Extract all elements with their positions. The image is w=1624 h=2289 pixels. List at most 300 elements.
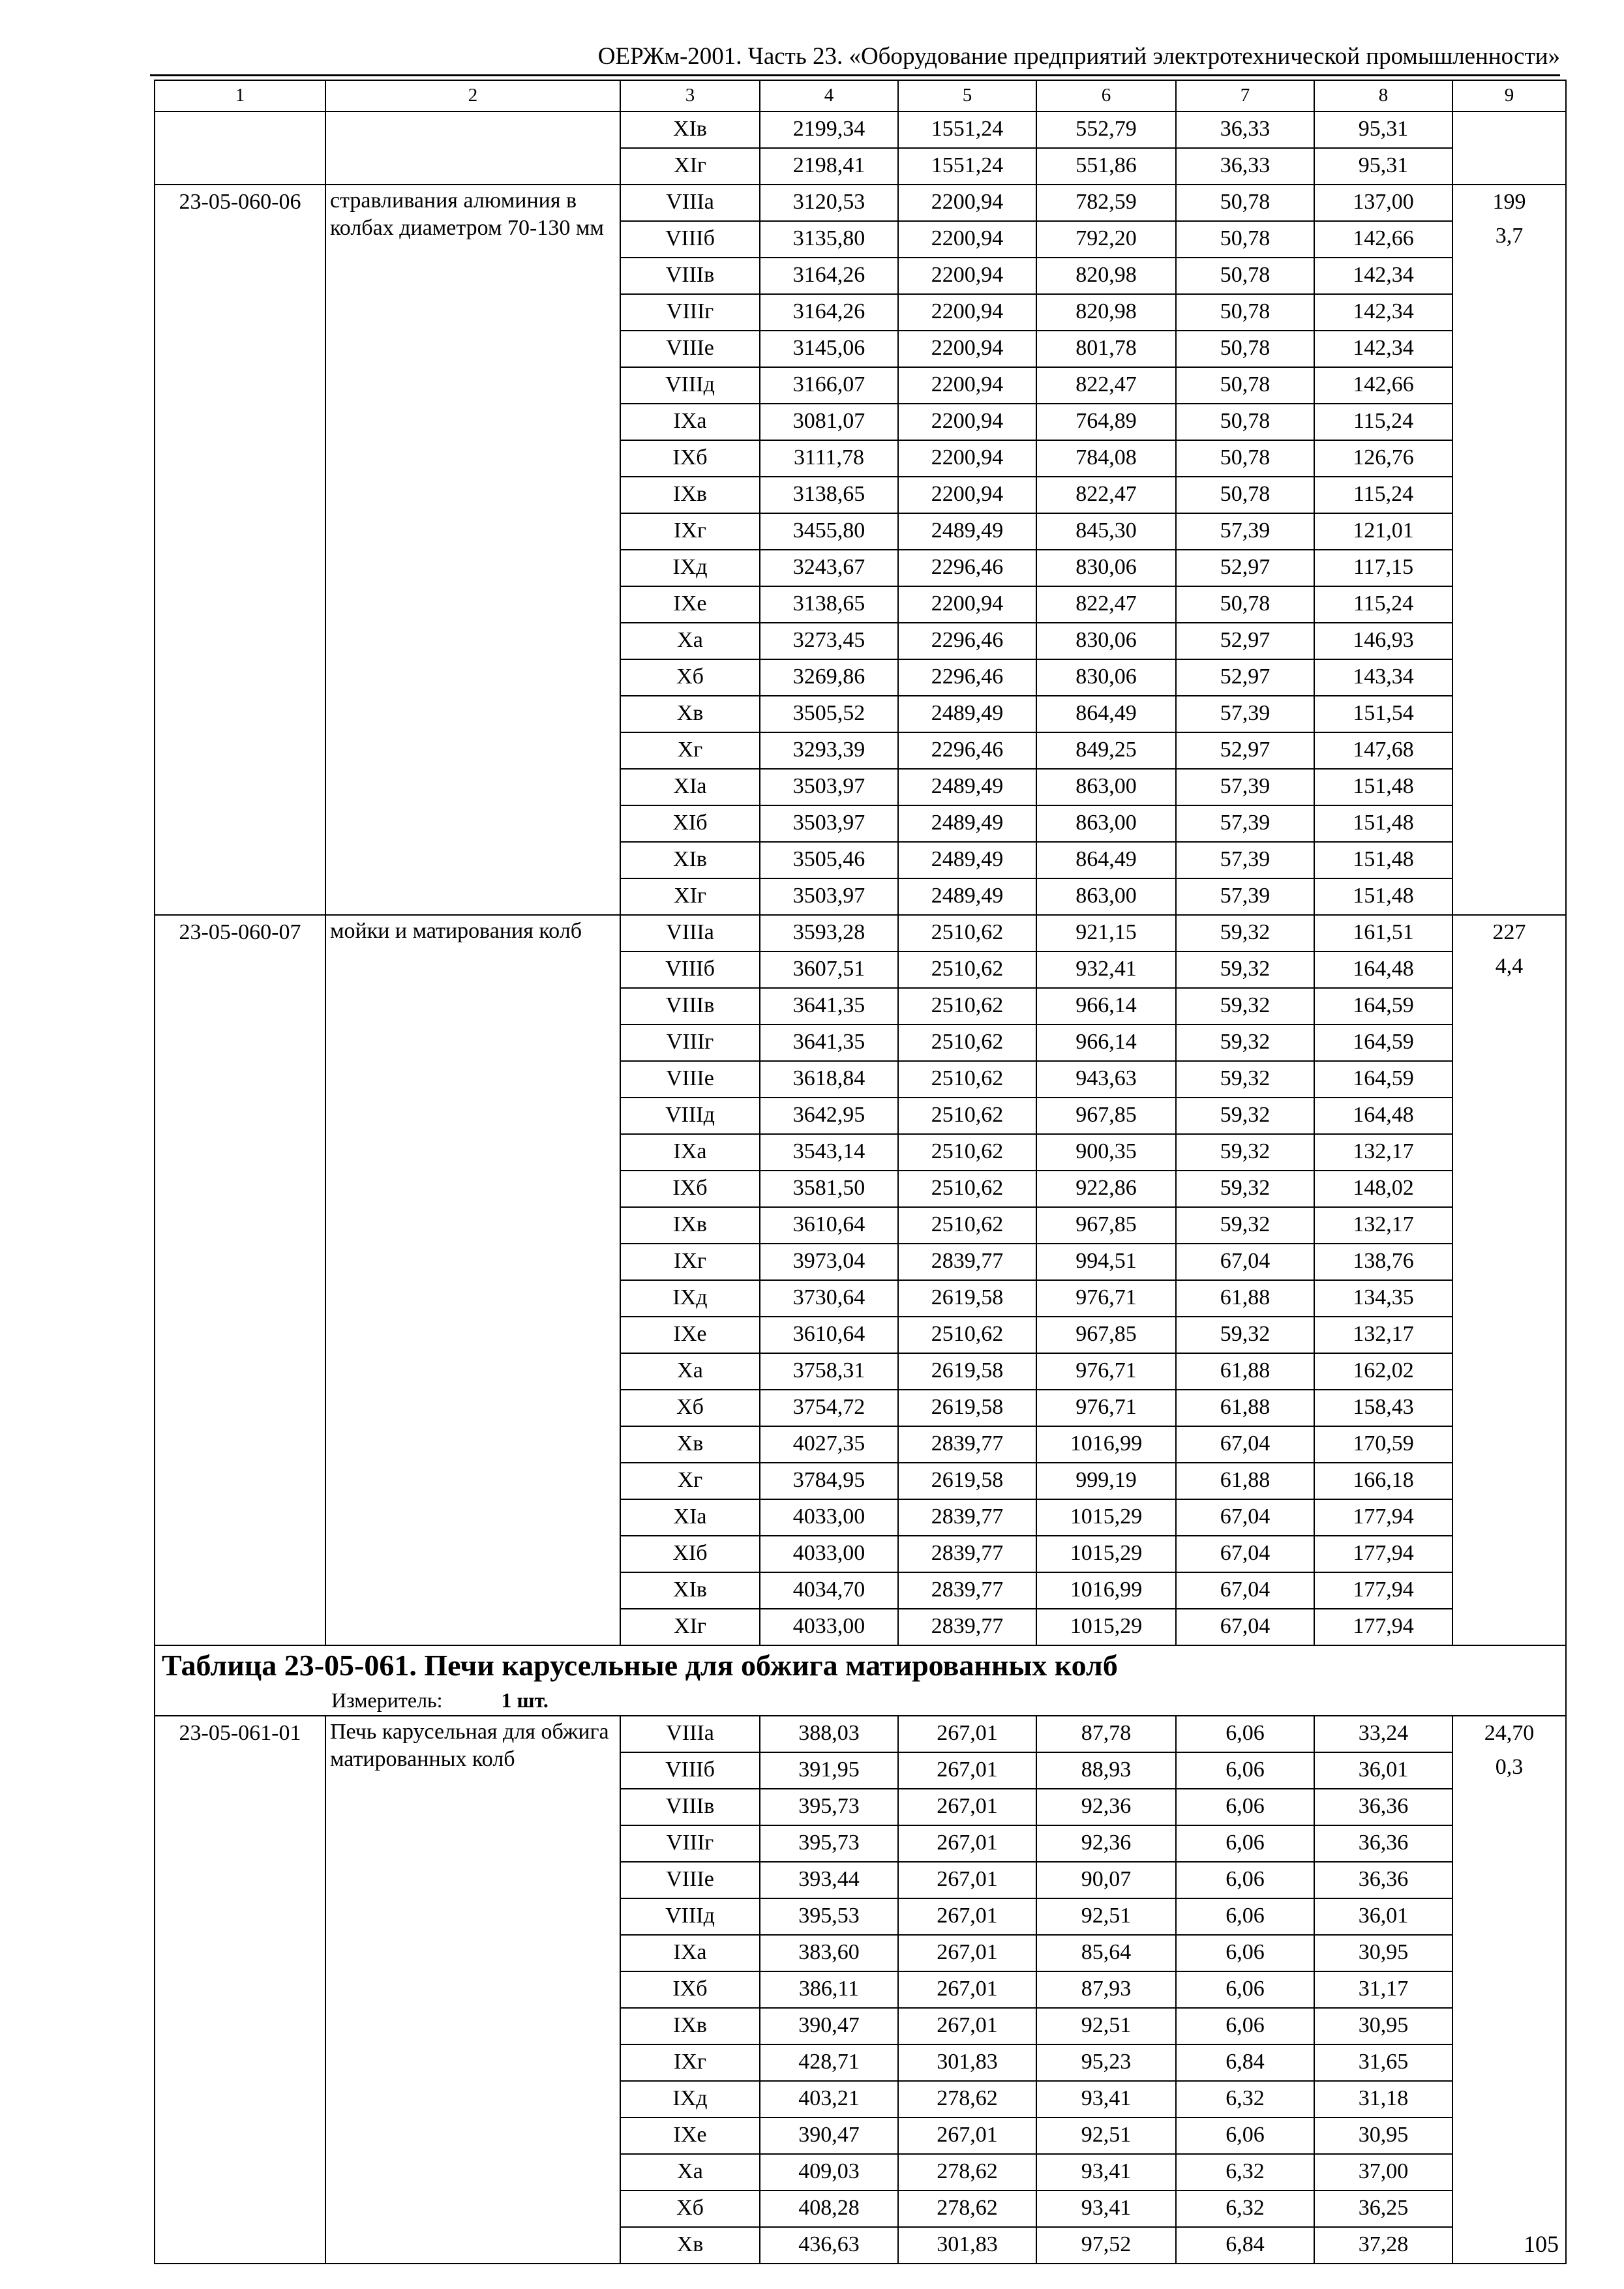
- materials-cost-cell: 161,51: [1314, 915, 1452, 951]
- machine-cost-cell: 92,51: [1036, 2008, 1176, 2044]
- total-cost-cell: 2198,41: [760, 148, 898, 185]
- labor-cost-cell: 2489,49: [898, 805, 1036, 842]
- materials-cost-cell: 147,68: [1314, 732, 1452, 769]
- zone-cell: IXд: [620, 550, 760, 586]
- machine-cost-cell: 820,98: [1036, 258, 1176, 294]
- zone-cell: VIIIг: [620, 1025, 760, 1061]
- materials-cost-cell: 37,00: [1314, 2154, 1452, 2191]
- machine-cost-cell: 967,85: [1036, 1098, 1176, 1134]
- materials-cost-cell: 142,34: [1314, 258, 1452, 294]
- labor-cost-cell: 2200,94: [898, 185, 1036, 221]
- zone-cell: VIIIе: [620, 1061, 760, 1098]
- machine-wages-cell: 67,04: [1176, 1499, 1314, 1536]
- machine-cost-cell: 93,41: [1036, 2191, 1176, 2227]
- machine-wages-cell: 50,78: [1176, 440, 1314, 477]
- machine-cost-cell: 822,47: [1036, 367, 1176, 404]
- table-title: Таблица 23-05-061. Печи карусельные для обжига матированных колб: [155, 1645, 1566, 1686]
- machine-wages-cell: 50,78: [1176, 404, 1314, 440]
- labor-cost-cell: 2510,62: [898, 915, 1036, 951]
- zone-cell: IXа: [620, 1935, 760, 1971]
- total-cost-cell: 3120,53: [760, 185, 898, 221]
- labor-cost-cell: 267,01: [898, 1898, 1036, 1935]
- materials-cost-cell: 132,17: [1314, 1207, 1452, 1244]
- materials-cost-cell: 37,28: [1314, 2227, 1452, 2264]
- machine-cost-cell: 830,06: [1036, 550, 1176, 586]
- labor-cost-cell: 2619,58: [898, 1463, 1036, 1499]
- zone-cell: VIIIд: [620, 1098, 760, 1134]
- total-cost-cell: 3642,95: [760, 1098, 898, 1134]
- machine-cost-cell: 830,06: [1036, 659, 1176, 696]
- machine-wages-cell: 36,33: [1176, 148, 1314, 185]
- table-row: [155, 112, 1566, 148]
- labor-cost-cell: 267,01: [898, 1935, 1036, 1971]
- zone-cell: VIIIв: [620, 258, 760, 294]
- total-cost-cell: 4027,35: [760, 1426, 898, 1463]
- machine-wages-cell: 52,97: [1176, 623, 1314, 659]
- machine-cost-cell: 863,00: [1036, 769, 1176, 805]
- column-number-row: [155, 80, 1566, 112]
- labor-cost-cell: 2296,46: [898, 732, 1036, 769]
- materials-cost-cell: 137,00: [1314, 185, 1452, 221]
- labor-cost-cell: 267,01: [898, 1862, 1036, 1898]
- machine-wages-cell: 67,04: [1176, 1609, 1314, 1645]
- total-cost-cell: 3754,72: [760, 1390, 898, 1426]
- materials-cost-cell: 117,15: [1314, 550, 1452, 586]
- resource-cell: [1452, 915, 1566, 1645]
- labor-cost-cell: 2510,62: [898, 1171, 1036, 1207]
- meter-row: [155, 1686, 1566, 1716]
- machine-wages-cell: 6,06: [1176, 1789, 1314, 1825]
- materials-cost-cell: 164,59: [1314, 1025, 1452, 1061]
- zone-cell: VIIIб: [620, 221, 760, 258]
- materials-cost-cell: 151,48: [1314, 769, 1452, 805]
- total-cost-cell: 395,73: [760, 1825, 898, 1862]
- materials-cost-cell: 151,48: [1314, 842, 1452, 878]
- zone-cell: XIг: [620, 1609, 760, 1645]
- machine-wages-cell: 57,39: [1176, 878, 1314, 915]
- total-cost-cell: 428,71: [760, 2044, 898, 2081]
- zone-cell: VIIIв: [620, 988, 760, 1025]
- zone-cell: XIв: [620, 842, 760, 878]
- total-cost-cell: 3730,64: [760, 1280, 898, 1317]
- zone-cell: Xа: [620, 1353, 760, 1390]
- machine-cost-cell: 863,00: [1036, 878, 1176, 915]
- zone-cell: Xа: [620, 623, 760, 659]
- resource-secondary-value: 4,4: [1495, 954, 1524, 978]
- zone-cell: XIв: [620, 112, 760, 148]
- zone-cell: IXв: [620, 2008, 760, 2044]
- rate-name: стравливания алюминия в колбах диаметром 70-130 мм: [325, 185, 620, 915]
- labor-cost-cell: 2200,94: [898, 294, 1036, 331]
- machine-cost-cell: 1015,29: [1036, 1609, 1176, 1645]
- machine-wages-cell: 6,32: [1176, 2154, 1314, 2191]
- machine-cost-cell: 93,41: [1036, 2154, 1176, 2191]
- total-cost-cell: 3503,97: [760, 769, 898, 805]
- machine-wages-cell: 50,78: [1176, 258, 1314, 294]
- machine-cost-cell: 976,71: [1036, 1390, 1176, 1426]
- table-body: [155, 80, 1566, 2264]
- column-number: 3: [620, 80, 760, 112]
- total-cost-cell: 383,60: [760, 1935, 898, 1971]
- total-cost-cell: 3081,07: [760, 404, 898, 440]
- total-cost-cell: 3641,35: [760, 988, 898, 1025]
- total-cost-cell: 3164,26: [760, 294, 898, 331]
- total-cost-cell: 3273,45: [760, 623, 898, 659]
- materials-cost-cell: 148,02: [1314, 1171, 1452, 1207]
- machine-cost-cell: 932,41: [1036, 951, 1176, 988]
- column-number: 1: [155, 80, 325, 112]
- total-cost-cell: 3610,64: [760, 1317, 898, 1353]
- machine-cost-cell: 999,19: [1036, 1463, 1176, 1499]
- machine-wages-cell: 61,88: [1176, 1280, 1314, 1317]
- machine-wages-cell: 50,78: [1176, 185, 1314, 221]
- total-cost-cell: 3505,46: [760, 842, 898, 878]
- materials-cost-cell: 31,17: [1314, 1971, 1452, 2008]
- total-cost-cell: 3784,95: [760, 1463, 898, 1499]
- machine-wages-cell: 50,78: [1176, 331, 1314, 367]
- rate-name: Печь карусельная для обжига матированных колб: [325, 1716, 620, 2264]
- labor-cost-cell: 2839,77: [898, 1426, 1036, 1463]
- zone-cell: VIIIг: [620, 1825, 760, 1862]
- machine-cost-cell: 966,14: [1036, 988, 1176, 1025]
- labor-cost-cell: 2839,77: [898, 1244, 1036, 1280]
- total-cost-cell: 3503,97: [760, 878, 898, 915]
- labor-cost-cell: 2510,62: [898, 1098, 1036, 1134]
- labor-cost-cell: 2839,77: [898, 1572, 1036, 1609]
- total-cost-cell: 3293,39: [760, 732, 898, 769]
- machine-wages-cell: 59,32: [1176, 1098, 1314, 1134]
- table-row: [155, 1716, 1566, 1752]
- machine-wages-cell: 57,39: [1176, 842, 1314, 878]
- machine-cost-cell: 1016,99: [1036, 1572, 1176, 1609]
- machine-wages-cell: 50,78: [1176, 586, 1314, 623]
- machine-wages-cell: 6,06: [1176, 1935, 1314, 1971]
- materials-cost-cell: 115,24: [1314, 586, 1452, 623]
- materials-cost-cell: 142,66: [1314, 367, 1452, 404]
- machine-cost-cell: 1015,29: [1036, 1499, 1176, 1536]
- materials-cost-cell: 95,31: [1314, 112, 1452, 148]
- labor-cost-cell: 2200,94: [898, 404, 1036, 440]
- machine-wages-cell: 50,78: [1176, 367, 1314, 404]
- labor-cost-cell: 2619,58: [898, 1280, 1036, 1317]
- total-cost-cell: 386,11: [760, 1971, 898, 2008]
- rates-table: [154, 80, 1567, 2264]
- zone-cell: VIIIв: [620, 1789, 760, 1825]
- resource-cell: [1452, 112, 1566, 185]
- machine-wages-cell: 52,97: [1176, 659, 1314, 696]
- materials-cost-cell: 30,95: [1314, 2008, 1452, 2044]
- zone-cell: Xв: [620, 2227, 760, 2264]
- machine-cost-cell: 976,71: [1036, 1280, 1176, 1317]
- machine-cost-cell: 820,98: [1036, 294, 1176, 331]
- labor-cost-cell: 301,83: [898, 2044, 1036, 2081]
- total-cost-cell: 393,44: [760, 1862, 898, 1898]
- materials-cost-cell: 30,95: [1314, 2117, 1452, 2154]
- materials-cost-cell: 164,59: [1314, 988, 1452, 1025]
- zone-cell: IXе: [620, 586, 760, 623]
- meter-value: 1 шт.: [501, 1688, 549, 1712]
- rate-code: 23-05-060-07: [155, 915, 325, 1645]
- machine-cost-cell: 85,64: [1036, 1935, 1176, 1971]
- total-cost-cell: 3138,65: [760, 477, 898, 513]
- labor-cost-cell: 2619,58: [898, 1353, 1036, 1390]
- labor-cost-cell: 1551,24: [898, 112, 1036, 148]
- machine-wages-cell: 6,32: [1176, 2191, 1314, 2227]
- labor-cost-cell: 2200,94: [898, 440, 1036, 477]
- zone-cell: IXа: [620, 1134, 760, 1171]
- machine-cost-cell: 90,07: [1036, 1862, 1176, 1898]
- total-cost-cell: 3455,80: [760, 513, 898, 550]
- materials-cost-cell: 95,31: [1314, 148, 1452, 185]
- labor-cost-cell: 278,62: [898, 2191, 1036, 2227]
- labor-cost-cell: 2510,62: [898, 1134, 1036, 1171]
- machine-wages-cell: 59,32: [1176, 1317, 1314, 1353]
- machine-wages-cell: 6,06: [1176, 1825, 1314, 1862]
- rate-code: 23-05-061-01: [155, 1716, 325, 2264]
- machine-cost-cell: 784,08: [1036, 440, 1176, 477]
- zone-cell: IXг: [620, 2044, 760, 2081]
- materials-cost-cell: 132,17: [1314, 1317, 1452, 1353]
- zone-cell: VIIIе: [620, 1862, 760, 1898]
- zone-cell: IXв: [620, 477, 760, 513]
- materials-cost-cell: 36,36: [1314, 1825, 1452, 1862]
- page-number: 105: [1524, 2231, 1559, 2257]
- machine-wages-cell: 6,06: [1176, 2117, 1314, 2154]
- total-cost-cell: 3641,35: [760, 1025, 898, 1061]
- machine-cost-cell: 943,63: [1036, 1061, 1176, 1098]
- labor-cost-cell: 278,62: [898, 2081, 1036, 2117]
- labor-cost-cell: 2200,94: [898, 258, 1036, 294]
- zone-cell: XIг: [620, 878, 760, 915]
- machine-wages-cell: 50,78: [1176, 477, 1314, 513]
- machine-wages-cell: 59,32: [1176, 1061, 1314, 1098]
- machine-cost-cell: 922,86: [1036, 1171, 1176, 1207]
- machine-cost-cell: 822,47: [1036, 477, 1176, 513]
- machine-wages-cell: 50,78: [1176, 221, 1314, 258]
- machine-wages-cell: 50,78: [1176, 294, 1314, 331]
- materials-cost-cell: 164,48: [1314, 1098, 1452, 1134]
- materials-cost-cell: 151,54: [1314, 696, 1452, 732]
- zone-cell: Xб: [620, 659, 760, 696]
- rate-name: [325, 112, 620, 185]
- materials-cost-cell: 143,34: [1314, 659, 1452, 696]
- materials-cost-cell: 146,93: [1314, 623, 1452, 659]
- zone-cell: XIв: [620, 1572, 760, 1609]
- machine-cost-cell: 801,78: [1036, 331, 1176, 367]
- zone-cell: IXг: [620, 513, 760, 550]
- machine-wages-cell: 6,06: [1176, 1898, 1314, 1935]
- labor-cost-cell: 2200,94: [898, 367, 1036, 404]
- materials-cost-cell: 151,48: [1314, 805, 1452, 842]
- machine-wages-cell: 6,32: [1176, 2081, 1314, 2117]
- resource-cell: [1452, 185, 1566, 915]
- machine-wages-cell: 67,04: [1176, 1426, 1314, 1463]
- zone-cell: IXе: [620, 2117, 760, 2154]
- total-cost-cell: 395,53: [760, 1898, 898, 1935]
- materials-cost-cell: 177,94: [1314, 1499, 1452, 1536]
- materials-cost-cell: 166,18: [1314, 1463, 1452, 1499]
- zone-cell: IXв: [620, 1207, 760, 1244]
- machine-wages-cell: 61,88: [1176, 1353, 1314, 1390]
- machine-wages-cell: 57,39: [1176, 769, 1314, 805]
- machine-cost-cell: 967,85: [1036, 1207, 1176, 1244]
- total-cost-cell: 391,95: [760, 1752, 898, 1789]
- column-number: 5: [898, 80, 1036, 112]
- column-number: 4: [760, 80, 898, 112]
- zone-cell: IXа: [620, 404, 760, 440]
- zone-cell: VIIIг: [620, 294, 760, 331]
- machine-cost-cell: 87,93: [1036, 1971, 1176, 2008]
- rate-code: 23-05-060-06: [155, 185, 325, 915]
- materials-cost-cell: 151,48: [1314, 878, 1452, 915]
- materials-cost-cell: 164,48: [1314, 951, 1452, 988]
- labor-cost-cell: 2510,62: [898, 1317, 1036, 1353]
- zone-cell: Xб: [620, 2191, 760, 2227]
- machine-wages-cell: 57,39: [1176, 513, 1314, 550]
- total-cost-cell: 4033,00: [760, 1499, 898, 1536]
- labor-cost-cell: 2510,62: [898, 1207, 1036, 1244]
- total-cost-cell: 3973,04: [760, 1244, 898, 1280]
- total-cost-cell: 3111,78: [760, 440, 898, 477]
- machine-wages-cell: 59,32: [1176, 1025, 1314, 1061]
- machine-cost-cell: 994,51: [1036, 1244, 1176, 1280]
- materials-cost-cell: 158,43: [1314, 1390, 1452, 1426]
- labor-cost-cell: 2200,94: [898, 586, 1036, 623]
- materials-cost-cell: 36,01: [1314, 1898, 1452, 1935]
- labor-cost-cell: 2200,94: [898, 221, 1036, 258]
- machine-cost-cell: 87,78: [1036, 1716, 1176, 1752]
- machine-wages-cell: 59,32: [1176, 1171, 1314, 1207]
- zone-cell: VIIIд: [620, 367, 760, 404]
- materials-cost-cell: 177,94: [1314, 1572, 1452, 1609]
- machine-wages-cell: 36,33: [1176, 112, 1314, 148]
- machine-wages-cell: 6,06: [1176, 1971, 1314, 2008]
- materials-cost-cell: 31,18: [1314, 2081, 1452, 2117]
- machine-wages-cell: 59,32: [1176, 951, 1314, 988]
- total-cost-cell: 436,63: [760, 2227, 898, 2264]
- labor-cost-cell: 267,01: [898, 1716, 1036, 1752]
- zone-cell: VIIIб: [620, 951, 760, 988]
- total-cost-cell: 3166,07: [760, 367, 898, 404]
- materials-cost-cell: 30,95: [1314, 1935, 1452, 1971]
- machine-cost-cell: 863,00: [1036, 805, 1176, 842]
- machine-wages-cell: 59,32: [1176, 988, 1314, 1025]
- zone-cell: VIIIа: [620, 185, 760, 221]
- machine-cost-cell: 900,35: [1036, 1134, 1176, 1171]
- resource-cell: [1452, 1716, 1566, 2264]
- labor-cost-cell: 2839,77: [898, 1609, 1036, 1645]
- total-cost-cell: 3593,28: [760, 915, 898, 951]
- materials-cost-cell: 177,94: [1314, 1609, 1452, 1645]
- total-cost-cell: 388,03: [760, 1716, 898, 1752]
- machine-wages-cell: 61,88: [1176, 1463, 1314, 1499]
- total-cost-cell: 4033,00: [760, 1536, 898, 1572]
- zone-cell: Xа: [620, 2154, 760, 2191]
- labor-cost-cell: 2510,62: [898, 1025, 1036, 1061]
- zone-cell: IXе: [620, 1317, 760, 1353]
- machine-cost-cell: 92,51: [1036, 2117, 1176, 2154]
- zone-cell: IXд: [620, 2081, 760, 2117]
- materials-cost-cell: 132,17: [1314, 1134, 1452, 1171]
- total-cost-cell: 3607,51: [760, 951, 898, 988]
- materials-cost-cell: 162,02: [1314, 1353, 1452, 1390]
- meter: [155, 1686, 1566, 1716]
- total-cost-cell: 3758,31: [760, 1353, 898, 1390]
- total-cost-cell: 3138,65: [760, 586, 898, 623]
- table-row: [155, 915, 1566, 951]
- machine-cost-cell: 92,36: [1036, 1825, 1176, 1862]
- column-number: 8: [1314, 80, 1452, 112]
- labor-cost-cell: 2839,77: [898, 1499, 1036, 1536]
- total-cost-cell: 3505,52: [760, 696, 898, 732]
- materials-cost-cell: 170,59: [1314, 1426, 1452, 1463]
- labor-cost-cell: 278,62: [898, 2154, 1036, 2191]
- machine-cost-cell: 849,25: [1036, 732, 1176, 769]
- machine-wages-cell: 52,97: [1176, 550, 1314, 586]
- materials-cost-cell: 138,76: [1314, 1244, 1452, 1280]
- labor-cost-cell: 2296,46: [898, 659, 1036, 696]
- labor-cost-cell: 1551,24: [898, 148, 1036, 185]
- machine-cost-cell: 976,71: [1036, 1353, 1176, 1390]
- total-cost-cell: 3618,84: [760, 1061, 898, 1098]
- total-cost-cell: 3503,97: [760, 805, 898, 842]
- labor-cost-cell: 2489,49: [898, 878, 1036, 915]
- machine-cost-cell: 551,86: [1036, 148, 1176, 185]
- machine-wages-cell: 6,06: [1176, 1716, 1314, 1752]
- materials-cost-cell: 164,59: [1314, 1061, 1452, 1098]
- labor-cost-cell: 2510,62: [898, 988, 1036, 1025]
- materials-cost-cell: 177,94: [1314, 1536, 1452, 1572]
- machine-cost-cell: 1016,99: [1036, 1426, 1176, 1463]
- machine-cost-cell: 822,47: [1036, 586, 1176, 623]
- materials-cost-cell: 142,34: [1314, 294, 1452, 331]
- total-cost-cell: 3243,67: [760, 550, 898, 586]
- total-cost-cell: 390,47: [760, 2117, 898, 2154]
- labor-cost-cell: 2839,77: [898, 1536, 1036, 1572]
- machine-cost-cell: 552,79: [1036, 112, 1176, 148]
- total-cost-cell: 3543,14: [760, 1134, 898, 1171]
- machine-wages-cell: 59,32: [1176, 1207, 1314, 1244]
- machine-wages-cell: 57,39: [1176, 696, 1314, 732]
- machine-cost-cell: 845,30: [1036, 513, 1176, 550]
- column-number: 9: [1452, 80, 1566, 112]
- header-rule: [150, 74, 1560, 76]
- materials-cost-cell: 31,65: [1314, 2044, 1452, 2081]
- materials-cost-cell: 115,24: [1314, 477, 1452, 513]
- running-header: ОЕРЖм-2001. Часть 23. «Оборудование предприятий электротехнической промышленности»: [597, 43, 1560, 70]
- materials-cost-cell: 36,36: [1314, 1862, 1452, 1898]
- resource-value: 199: [1492, 190, 1526, 214]
- machine-cost-cell: 967,85: [1036, 1317, 1176, 1353]
- resource-value: 227: [1492, 920, 1526, 944]
- column-number: 2: [325, 80, 620, 112]
- resource-secondary-value: 3,7: [1495, 224, 1524, 248]
- zone-cell: XIа: [620, 769, 760, 805]
- zone-cell: VIIIе: [620, 331, 760, 367]
- rate-code: [155, 112, 325, 185]
- materials-cost-cell: 134,35: [1314, 1280, 1452, 1317]
- materials-cost-cell: 115,24: [1314, 404, 1452, 440]
- machine-cost-cell: 764,89: [1036, 404, 1176, 440]
- total-cost-cell: 3269,86: [760, 659, 898, 696]
- machine-cost-cell: 966,14: [1036, 1025, 1176, 1061]
- zone-cell: Xб: [620, 1390, 760, 1426]
- machine-wages-cell: 6,06: [1176, 1752, 1314, 1789]
- labor-cost-cell: 267,01: [898, 1825, 1036, 1862]
- machine-cost-cell: 864,49: [1036, 696, 1176, 732]
- materials-cost-cell: 126,76: [1314, 440, 1452, 477]
- total-cost-cell: 3581,50: [760, 1171, 898, 1207]
